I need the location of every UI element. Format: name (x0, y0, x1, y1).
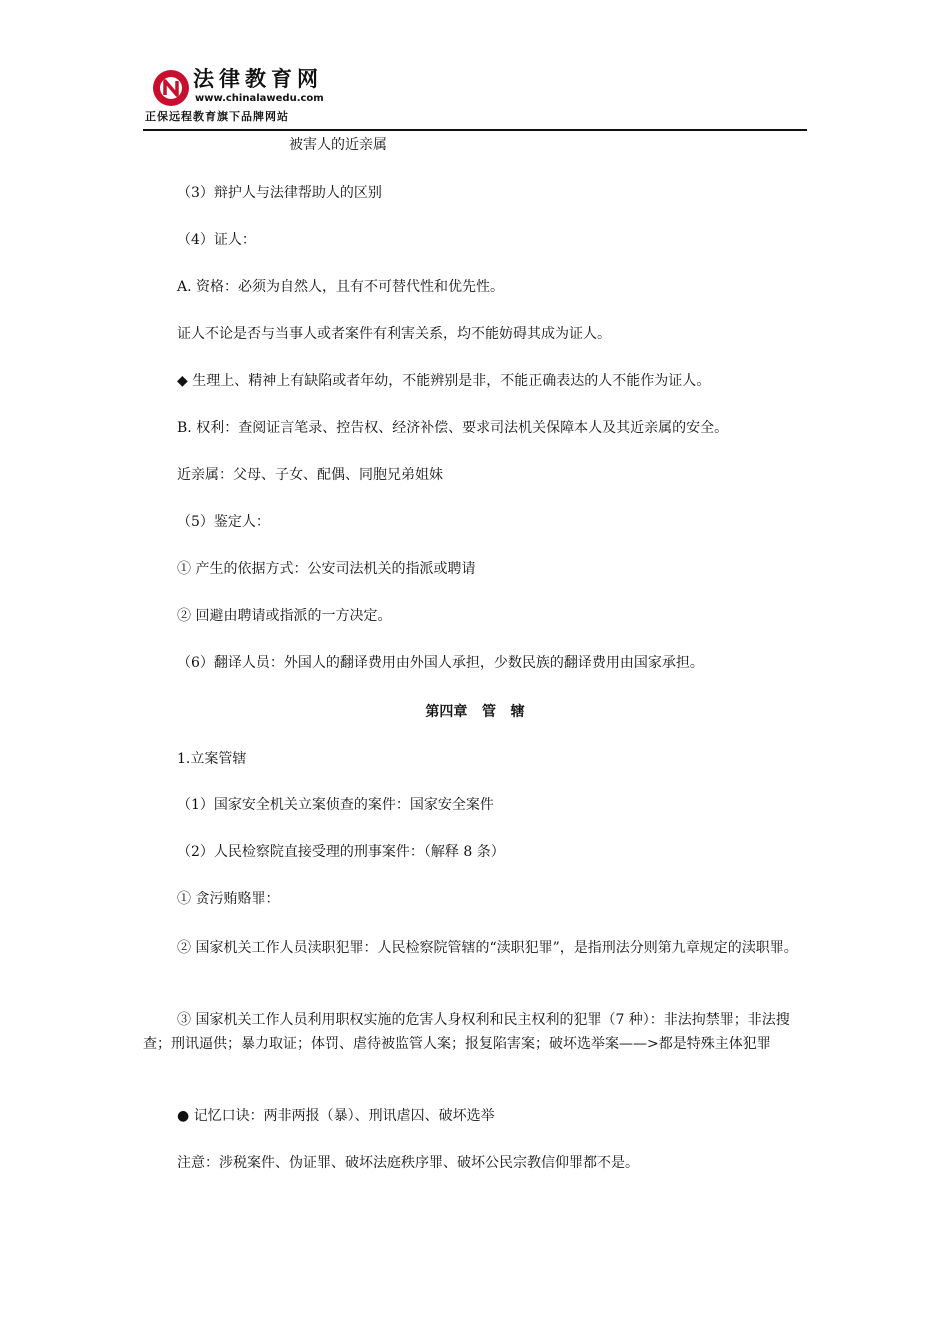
section-heading: 1.立案管辖 (177, 751, 247, 767)
paragraph: ② 国家机关工作人员渎职犯罪：人民检察院管辖的“渎职犯罪”，是指刑法分则第九章规定的渎职罪。 (177, 940, 798, 956)
header-divider (143, 129, 807, 131)
text-line: B. 权利：查阅证言笔录、控告权、经济补偿、要求司法机关保障本人及其近亲属的安全。 (177, 420, 729, 436)
text-line: （1）国家安全机关立案侦查的案件：国家安全案件 (177, 797, 494, 813)
text-line: 证人不论是否与当事人或者案件有利害关系，均不能妨碍其成为证人。 (177, 326, 611, 342)
text-line: （2）人民检察院直接受理的刑事案件：（解释 8 条） (177, 844, 505, 860)
text-line: A. 资格：必须为自然人，且有不可替代性和优先性。 (177, 279, 505, 295)
brand-slogan: 正保远程教育旗下品牌网站 (145, 110, 289, 123)
brand-url[interactable]: www.chinalawedu.com (195, 93, 324, 104)
text-line: （5）鉴定人： (177, 514, 270, 530)
chapter-heading: 第四章 管 辖 (425, 704, 525, 720)
logo-icon (151, 68, 191, 108)
text-line: （4）证人： (177, 232, 256, 248)
text-line: ② 回避由聘请或指派的一方决定。 (177, 608, 392, 624)
text-line: （3）辩护人与法律帮助人的区别 (177, 185, 382, 201)
paragraph: ③ 国家机关工作人员利用职权实施的危害人身权利和民主权利的犯罪（7 种）：非法拘禁罪；非法搜查；刑讯逼供；暴力取证；体罚、虐待被监管人案；报复陷害案；破坏选举案——>都是特殊主体犯罪 (143, 1012, 790, 1052)
text-line: ① 贪污贿赂罪： (177, 891, 280, 907)
text-line: 被害人的近亲属 (289, 137, 387, 153)
bullet-line: ● 记忆口诀：两非两报（暴）、刑讯虐囚、破坏选举 (177, 1108, 495, 1124)
brand-name: 法律教育网 (193, 67, 323, 91)
text-line: 注意：涉税案件、伪证罪、破坏法庭秩序罪、破坏公民宗教信仰罪都不是。 (177, 1155, 639, 1171)
text-line: 近亲属：父母、子女、配偶、同胞兄弟姐妹 (177, 467, 443, 483)
text-line: （6）翻译人员：外国人的翻译费用由外国人承担，少数民族的翻译费用由国家承担。 (177, 655, 704, 671)
bullet-line: ◆ 生理上、精神上有缺陷或者年幼，不能辨别是非，不能正确表达的人不能作为证人。 (177, 373, 711, 389)
site-header (143, 66, 807, 132)
text-line: ① 产生的依据方式：公安司法机关的指派或聘请 (177, 561, 476, 577)
